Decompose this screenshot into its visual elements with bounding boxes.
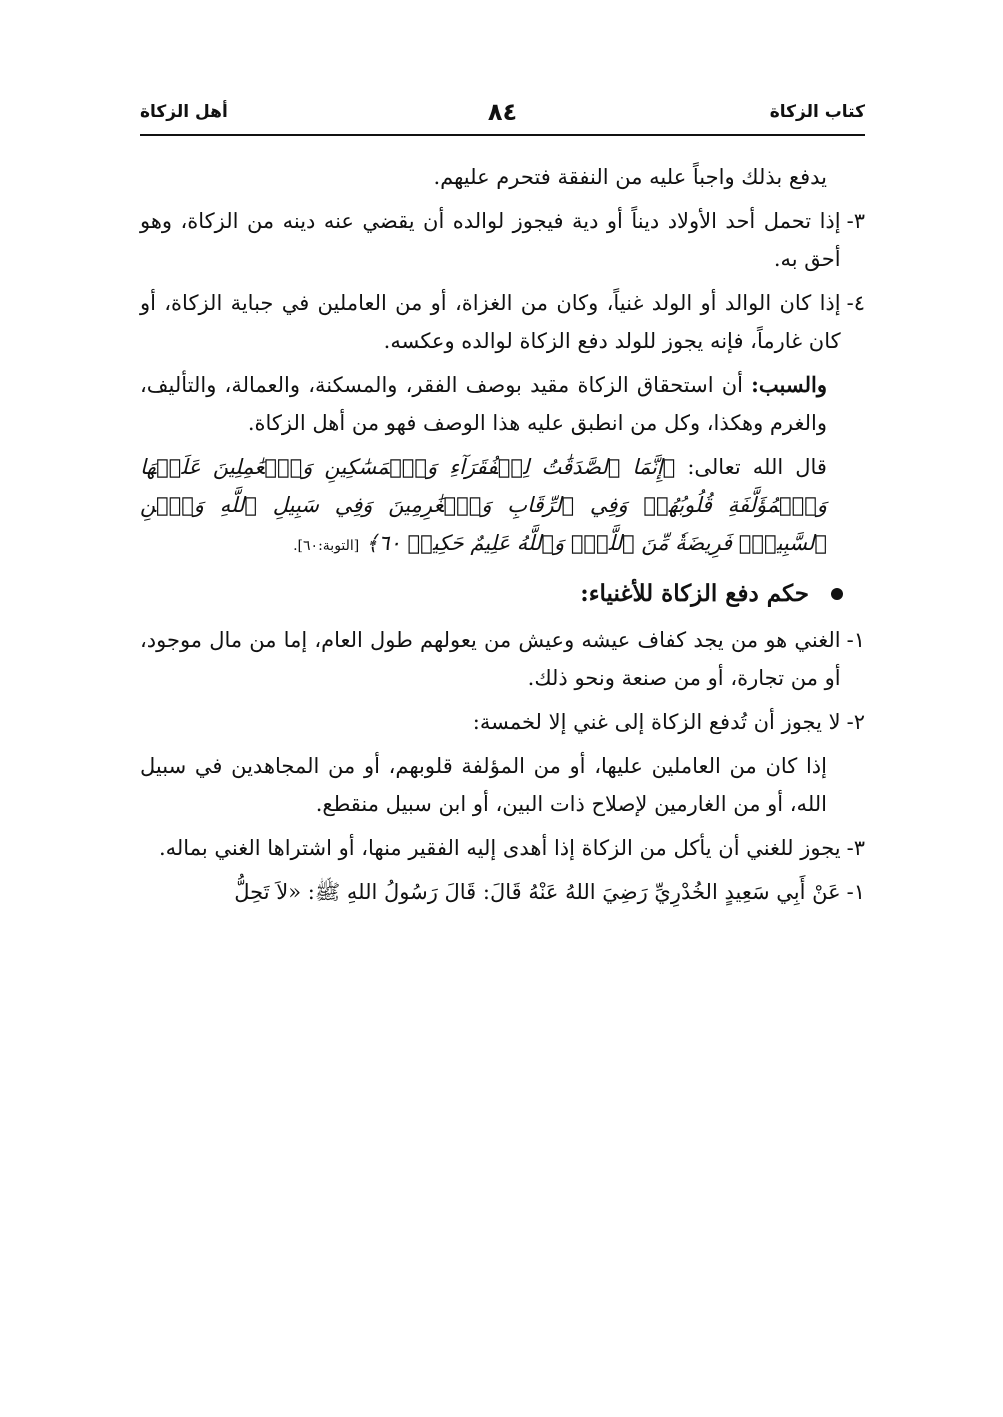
hadith-item-1-number: ١- (846, 880, 865, 904)
quran-intro: قال الله تعالى: (687, 455, 827, 479)
quran-reference: [التوبة:٦٠]. (293, 538, 360, 554)
header-divider (140, 134, 865, 136)
rich-item-1 (140, 621, 865, 697)
hadith-item-1-text: عَنْ أَبِي سَعِيدٍ الخُدْرِيِّ رَضِيَ اللهُ عَنْهُ قَالَ: قَالَ رَسُولُ اللهِ ﷺ: «لاَ تَحِلُّ (234, 880, 841, 904)
page-header (140, 96, 865, 136)
section-heading (140, 575, 865, 613)
rich-item-3 (140, 829, 865, 867)
continuation-paragraph: يدفع بذلك واجباً عليه من النفقة فتحرم عليهم. (433, 165, 827, 189)
rich-item-2-detail: إذا كان من العاملين عليها، أو من المؤلفة قلوبهم، أو من المجاهدين في سبيل الله، أو من الغارمين لإصلاح ذات البين، أو ابن سبيل منقطع. (140, 754, 827, 816)
rich-item-2 (140, 703, 865, 741)
rich-item-3-text: يجوز للغني أن يأكل من الزكاة إذا أهدى إليه الفقير منها، أو اشتراها الغني بماله. (158, 836, 841, 860)
reason-label: والسبب: (751, 372, 827, 397)
quran-verse: ﴿إِنَّمَا ٱلصَّدَقَٰتُ لِلۡفُقَرَآءِ وَٱلۡمَسَٰكِينِ وَٱلۡعَٰمِلِينَ عَلَيۡهَا وَٱلۡمُؤَلَّفَةِ قُلُوبُهُمۡ وَفِي ٱلرِّقَابِ وَٱلۡغَٰرِمِينَ وَفِي سَبِيلِ ٱللَّهِ وَٱبۡنِ ٱلسَّبِيلِۖ فَرِيضَةٗ مِّنَ ٱللَّهِۗ وَٱللَّهُ عَلِيمٌ حَكِيمٞ ٦٠﴾ (140, 455, 827, 555)
reason-paragraph (140, 366, 865, 442)
hadith-item-1 (140, 873, 865, 911)
reason-text: أن استحقاق الزكاة مقيد بوصف الفقر، والمسكنة، والعمالة، والتأليف، والغرم وهكذا، وكل من انطبق عليه هذا الوصف فهو من أهل الزكاة. (140, 373, 827, 435)
chapter-title: أهل الزكاة (140, 102, 228, 122)
book-title: كتاب الزكاة (769, 102, 865, 122)
section-heading-text: حكم دفع الزكاة للأغنياء: (580, 580, 809, 607)
list-item-4 (140, 284, 865, 360)
list-item-3-text: إذا تحمل أحد الأولاد ديناً أو دية فيجوز لوالده أن يقضي عنه دينه من الزكاة، وهو أحق به. (140, 209, 841, 271)
rich-item-1-number: ١- (846, 628, 865, 652)
rich-item-3-number: ٣- (846, 836, 865, 860)
rich-item-1-text: الغني هو من يجد كفاف عيشه وعيش من يعولهم طول العام، إما من مال موجود، أو من تجارة، أو من صنعة ونحو ذلك. (140, 628, 841, 690)
page-number: ٨٤ (487, 98, 518, 126)
list-item-4-text: إذا كان الوالد أو الولد غنياً، وكان من الغزاة، أو من العاملين في جباية الزكاة، أو كان غارماً، فإنه يجوز للولد دفع الزكاة لوالده وعكسه. (140, 291, 841, 353)
list-item-4-number: ٤- (846, 291, 865, 315)
rich-item-2-text: لا يجوز أن تُدفع الزكاة إلى غني إلا لخمسة: (472, 710, 841, 734)
rich-item-2-number: ٢- (846, 710, 865, 734)
page-body (140, 158, 865, 917)
list-item-3-number: ٣- (846, 209, 865, 233)
bullet-icon (831, 588, 843, 600)
list-item-3 (140, 202, 865, 278)
quran-quote (140, 448, 865, 565)
